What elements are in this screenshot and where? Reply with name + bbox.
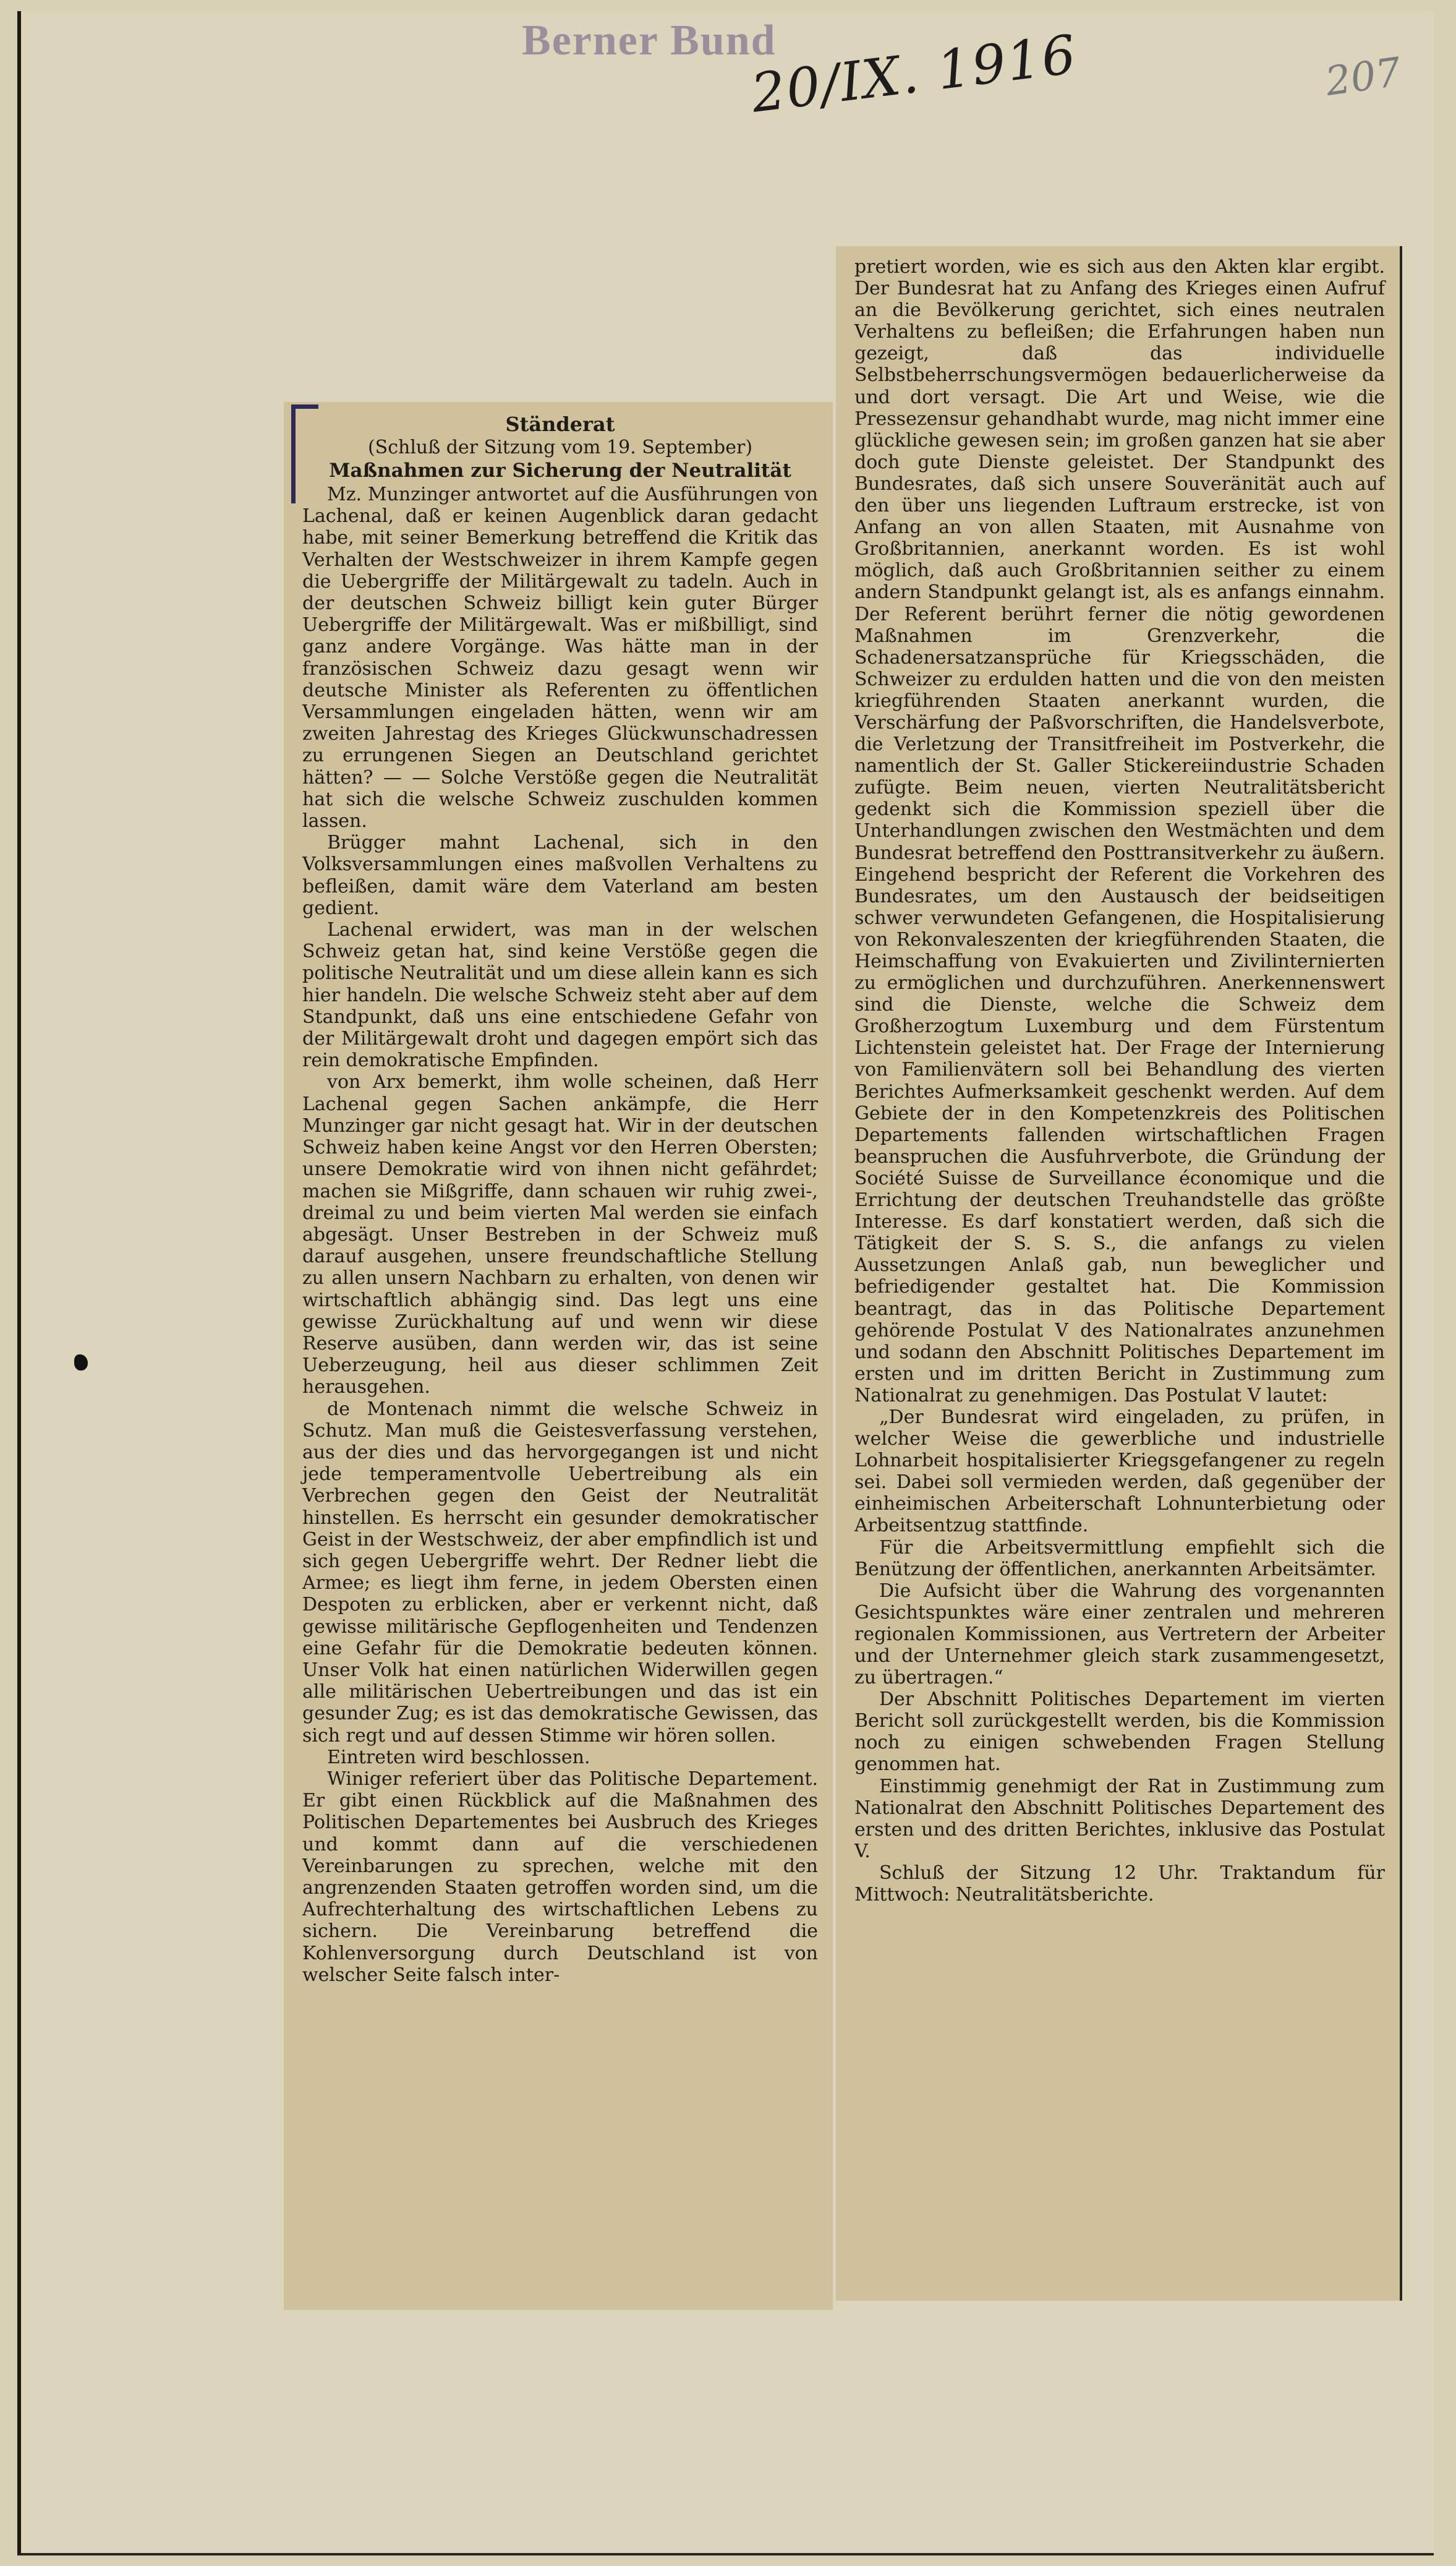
article-topic: Maßnahmen zur Sicherung der Neutralität: [329, 460, 791, 482]
paragraph-arbeitsvermittlung: Für die Arbeitsvermittlung empfiehlt sich die Benützung der öffentlichen, anerkannten Arbeitsämter.: [854, 1536, 1385, 1580]
paragraph-continuation: pretiert worden, wie es sich aus den Akten klar ergibt. Der Bundesrat hat zu Anfang des Krieges einen Aufruf an die Bevölkerung gerichtet, sich eines neutralen Verhaltens zu befleißen; die Erfahrungen haben nun gezeigt, daß das individuelle Selbstbeherrschungsvermögen bedauerlicherweise da und dort versagt. Die Art und Weise, wie die Pressezensur gehandhabt wurde, mag nicht immer eine glückliche gewesen sein; im großen ganzen hat sie aber doch gute Dienste geleistet. Der Standpunkt des Bundesrates, daß sich unsere Souveränität auch auf den über uns liegenden Luftraum erstrecke, ist von Anfang an von allen Staaten, mit Ausnahme von Großbritannien, anerkannt worden. Es ist wohl möglich, daß auch Großbritannien seither zu einem andern Standpunkt gelangt ist, als es anfangs einnahm. Der Referent berührt ferner die nötig gewordenen Maßnahmen im Grenzverkehr, die Schadenersatzansprüche für Kriegsschäden, die Schweizer zu erdulden hatten und die von den meisten kriegführenden Staaten anerkannt wurden, die Verschärfung der Paßvorschriften, die Handelsverbote, die Verletzung der Transitfreiheit im Postverkehr, die namentlich der St. Galler Stickereiindustrie Schaden zufügte. Beim neuen, vierten Neutralitätsbericht gedenkt sich die Kommission speziell über die Unterhandlungen zwischen den Westmächten und dem Bundesrat betreffend den Posttransitverkehr zu äußern. Eingehend bespricht der Referent die Vorkehren des Bundesrates, um den Austausch der beidseitigen schwer verwundeten Gefangenen, die Hospitalisierung von Rekonvaleszenten der kriegführenden Staaten, die Heimschaffung von Evakuierten und Zivilinternierten zu ermöglichen und durchzuführen. Anerkennenswert sind die Dienste, welche die Schweiz dem Großherzogtum Luxemburg und dem Fürstentum Lichtenstein geleistet hat. Der Frage der Internierung von Familienvätern soll bei Behandlung des vierten Berichtes Aufmerksamkeit geschenkt werden. Auf dem Gebiete der in den Kompetenzkreis des Politischen Departements fallenden wirtschaftlichen Fragen beanspruchen die Ausfuhrverbote, die Gründung der Société Suisse de Surveillance économique und die Errichtung der deutschen Treuhandstelle das größte Interesse. Es darf konstatiert werden, daß sich die Tätigkeit der S. S. S., die anfangs zu vielen Aussetzungen Anlaß gab, nun beweglicher und befriedigender gestaltet hat. Die Kommission beantragt, das in das Politische Departement gehörende Postulat V des Nationalrates anzunehmen und sodann den Abschnitt Politisches Departement im ersten und im dritten Bericht in Zustimmung zum Nationalrat zu genehmigen. Das Postulat V lautet:: [854, 256, 1385, 1406]
paragraph-munzinger: Mz. Munzinger antwortet auf die Ausführungen von Lachenal, daß er keinen Augenblick daran gedacht habe, mit seiner Bemerkung betreffend die Kritik das Verhalten der Westschweizer in ihrem Kampfe gegen die Uebergriffe der Militärgewalt zu tadeln. Auch in der deutschen Schweiz billigt kein guter Bürger Uebergriffe der Militärgewalt. Was er mißbilligt, sind ganz andere Vorgänge. Was hätte man in der französischen Schweiz dazu gesagt wenn wir deutsche Minister als Referenten zu öffentlichen Versammlungen eingeladen hätten, wenn wir am zweiten Jahrestag des Krieges Glückwunschadressen zu errungenen Siegen an Deutschland gerichtet hätten? — — Solche Verstöße gegen die Neutralität hat sich die welsche Schweiz zuschulden kommen lassen.: [302, 484, 818, 832]
paragraph-postulat-quote: „Der Bundesrat wird eingeladen, zu prüfen, in welcher Weise die gewerbliche und industrielle Lohnarbeit hospitalisierter Kriegsgefangener zu regeln sei. Dabei soll vermieden werden, daß gegenüber der einheimischen Arbeiterschaft Lohnunterbietung oder Arbeitsentzug stattfinde.: [854, 1406, 1385, 1537]
paragraph-lachenal: Lachenal erwidert, was man in der welschen Schweiz getan hat, sind keine Verstöße gegen die politische Neutralität und um diese allein kann es sich hier handeln. Die welsche Schweiz steht aber auf dem Standpunkt, daß uns eine entschiedene Gefahr von der Militärgewalt droht und dagegen empört sich das rein demokratische Empfinden.: [302, 919, 818, 1072]
article-title: Ständerat: [505, 413, 615, 436]
left-column-text: [302, 412, 818, 1986]
archive-sheet: [17, 11, 1434, 2555]
handwritten-page-number: 207: [1322, 49, 1404, 106]
paragraph-schluss: Schluß der Sitzung 12 Uhr. Traktandum für Mittwoch: Neutralitätsberichte.: [854, 1862, 1385, 1906]
paragraph-eintreten: Eintreten wird beschlossen.: [327, 1746, 590, 1768]
clipping-left-column: [284, 402, 833, 2310]
paragraph-winiger: Winiger referiert über das Politische Departement. Er gibt einen Rückblick auf die Maßnahmen des Politischen Departementes bei Ausbruch des Krieges und kommt dann auf die verschiedenen Vereinbarungen zu sprechen, welche mit den angrenzenden Staaten getroffen worden sind, um die Aufrechterhaltung des wirtschaftlichen Lebens zu sichern. Die Vereinbarung betreffend die Kohlenversorgung durch Deutschland ist von welscher Seite falsch inter-: [302, 1768, 818, 1986]
paragraph-von-arx: von Arx bemerkt, ihm wolle scheinen, daß Herr Lachenal gegen Sachen ankämpfe, die Herr Munzinger gar nicht gesagt hat. Wir in der deutschen Schweiz haben keine Angst vor den Herren Obersten; unsere Demokratie wird von ihnen nicht gefährdet; machen sie Mißgriffe, dann schauen wir ruhig zwei-, dreimal zu und beim vierten Mal werden sie einfach abgesägt. Unser Bestreben in der Schweiz muß darauf ausgehen, unsere freundschaftliche Stellung zu allen unsern Nachbarn zu erhalten, von denen wir wirtschaftlich abhängig sind. Das legt uns eine gewisse Zurückhaltung auf und wenn wir diese Reserve ausüben, dann werden wir, das ist seine Ueberzeugung, heil aus dieser schlimmen Zeit herausgehen.: [302, 1071, 818, 1398]
blue-marker-corner: [291, 404, 318, 409]
archive-stamp: Berner Bund: [522, 17, 777, 64]
clipping-right-column: [836, 246, 1402, 2301]
paragraph-bruegger: Brügger mahnt Lachenal, sich in den Volksversammlungen eines maßvollen Verhaltens zu befleißen, damit wäre dem Vaterland am besten gedient.: [302, 832, 818, 919]
right-column-text: [854, 256, 1385, 1905]
handwritten-date: 20/IX. 1916: [747, 24, 1081, 125]
ink-blot: [74, 1354, 88, 1371]
article-subtitle: (Schluß der Sitzung vom 19. September): [367, 437, 753, 458]
paragraph-aufsicht: Die Aufsicht über die Wahrung des vorgenannten Gesichtspunktes wäre einer zentralen und mehreren regionalen Kommissionen, aus Vertretern der Arbeiter und der Unternehmer gleich stark zusammengesetzt, zu übertragen.“: [854, 1580, 1385, 1689]
paragraph-de-montenach: de Montenach nimmt die welsche Schweiz in Schutz. Man muß die Geistesverfassung verstehen, aus der dies und das hervorgegangen ist und nicht jede temperamentvolle Uebertreibung als ein Verbrechen gegen den Geist der Neutralität hinstellen. Es herrscht ein gesunder demokratischer Geist in der Westschweiz, der aber empfindlich ist und sich gegen Uebergriffe wehrt. Der Redner liebt die Armee; es liegt ihm ferne, in jedem Obersten einen Despoten zu erblicken, aber er verkennt nicht, daß gewisse militärische Gepflogenheiten und Tendenzen eine Gefahr für die Demokratie bedeuten können. Unser Volk hat einen natürlichen Widerwillen gegen alle militärischen Uebertreibungen und das ist ein gesunder Zug; es ist das demokratische Gewissen, das sich regt und auf dessen Stimme wir hören sollen.: [302, 1398, 818, 1747]
paragraph-vierter-bericht: Der Abschnitt Politisches Departement im vierten Bericht soll zurückgestellt werden, bis die Kommission noch zu einigen schwebenden Fragen Stellung genommen hat.: [854, 1688, 1385, 1776]
paragraph-einstimmig: Einstimmig genehmigt der Rat in Zustimmung zum Nationalrat den Abschnitt Politisches Departement des ersten und des dritten Berichtes, inklusive das Postulat V.: [854, 1775, 1385, 1862]
blue-marker-bar: [291, 404, 296, 503]
